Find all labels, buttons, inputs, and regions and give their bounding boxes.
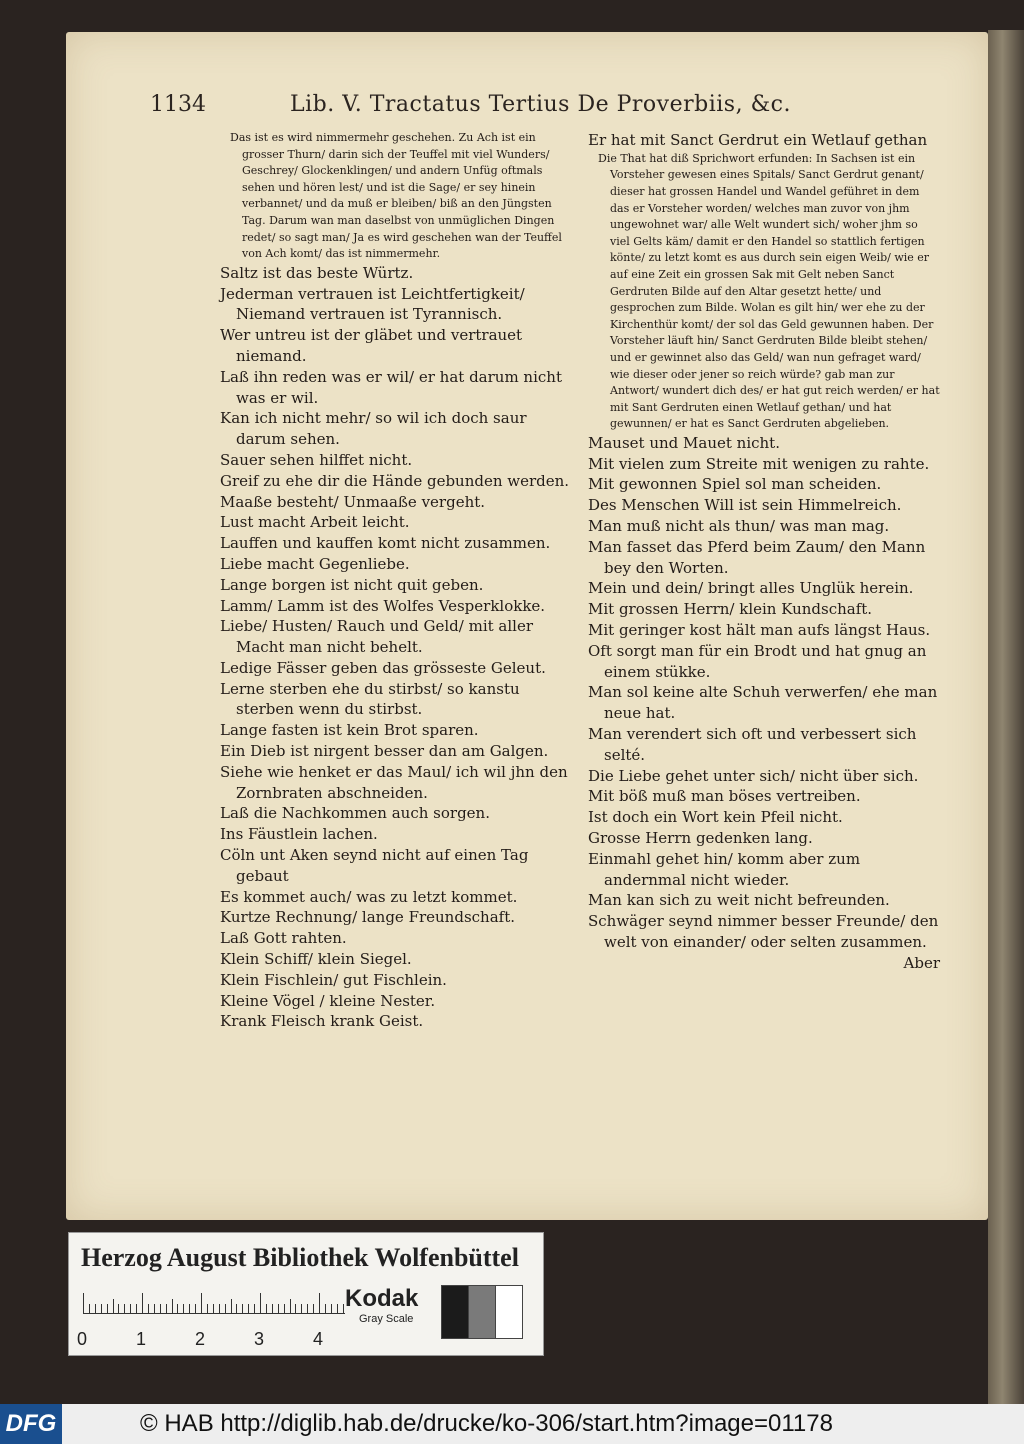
ruler-tick — [130, 1304, 131, 1313]
measurement-ruler — [83, 1293, 345, 1314]
ruler-tick — [195, 1304, 196, 1313]
proverb-line: Lust macht Arbeit leicht. — [220, 513, 410, 532]
ruler-tick — [231, 1299, 232, 1313]
dfg-logo: DFG — [0, 1404, 62, 1444]
proverb-line: Sauer sehen hilffet nicht. — [220, 450, 413, 469]
ruler-tick — [290, 1299, 291, 1313]
ruler-tick — [242, 1304, 243, 1313]
proverb-line: Einmahl gehet hin/ komm aber zum andernmal nicht wieder. — [588, 849, 861, 889]
proverb-line: Man muß nicht als thun/ was man mag. — [588, 517, 890, 536]
ruler-tick — [207, 1304, 208, 1313]
proverb-line: Mit gewonnen Spiel sol man scheiden. — [588, 475, 882, 494]
ruler-tick — [183, 1304, 184, 1313]
ruler-tick — [118, 1304, 119, 1313]
proverb-line: Mit grossen Herrn/ klein Kundschaft. — [588, 600, 873, 619]
proverb-line: Liebe macht Gegenliebe. — [220, 554, 410, 573]
institution-name: Herzog August Bibliothek Wolfenbüttel — [81, 1243, 519, 1272]
proverb-line: Es kommet auch/ was zu letzt kommet. — [220, 887, 518, 906]
proverb-line: Man fasset das Pferd beim Zaum/ den Mann bey den Worten. — [588, 537, 926, 577]
page-number: 1134 — [150, 92, 206, 117]
ruler-tick — [301, 1304, 302, 1313]
ruler-tick — [172, 1299, 173, 1313]
proverb-line: Klein Fischlein/ gut Fischlein. — [220, 970, 447, 989]
ruler-tick — [295, 1304, 296, 1313]
ruler-tick — [278, 1304, 279, 1313]
proverb-line: Man sol keine alte Schuh verwerfen/ ehe man neue hat. — [588, 683, 938, 723]
ruler-tick — [219, 1304, 220, 1313]
ruler-tick — [95, 1304, 96, 1313]
proverb-line: Krank Fleisch krank Geist. — [220, 1012, 424, 1031]
ruler-tick — [166, 1304, 167, 1313]
lead-paragraph: Das ist es wird nimmermehr geschehen. Zu Ach ist ein grosser Thurn/ darin sich der Teuffel mit viel Wunders/ Geschrey/ Glockenklingen/ und andern Unfüg oftmals sehen und hören lest/ und ist die Sage/ er sey hinein verbannet/ und da muß er bleiben/ biß an den Jüngsten Tag. Darum wan man daselbst von unmüglichen Dingen redet/ so sagt man/ Ja es wird geschehen wan der Teuffel von Ach komt/ das ist nimmermehr. — [230, 131, 562, 261]
ruler-tick — [213, 1304, 214, 1313]
first-proverb: Er hat mit Sanct Gerdrut ein Wetlauf gethan — [588, 131, 928, 149]
proverb-line: Laß die Nachkommen auch sorgen. — [220, 804, 490, 823]
ruler-number: 4 — [313, 1329, 324, 1349]
kodak-logo: Kodak — [345, 1285, 419, 1312]
adjacent-page-edge — [988, 30, 1024, 1430]
ruler-tick — [284, 1304, 285, 1313]
ruler-tick — [225, 1304, 226, 1313]
running-title: Lib. V. Tractatus Tertius De Proverbiis, &c. — [290, 92, 791, 117]
proverb-line: Mit böß muß man böses vertreiben. — [588, 787, 861, 806]
proverb-line: Ins Fäustlein lachen. — [220, 825, 378, 844]
ruler-tick — [83, 1293, 84, 1313]
ruler-tick — [337, 1304, 338, 1313]
ruler-tick — [254, 1304, 255, 1313]
proverb-line: Lerne sterben ehe du stirbst/ so kanstu sterben wenn du stirbst. — [220, 679, 520, 719]
ruler-tick — [236, 1304, 237, 1313]
proverb-line: Lauffen und kauffen komt nicht zusammen. — [220, 534, 551, 553]
ruler-tick — [89, 1304, 90, 1313]
proverb-line: Mit vielen zum Streite mit wenigen zu rahte. — [588, 454, 930, 473]
proverb-line: Ist doch ein Wort kein Pfeil nicht. — [588, 808, 843, 827]
right-proverb-list — [588, 433, 940, 953]
ruler-tick — [343, 1304, 344, 1313]
proverb-line: Lange borgen ist nicht quit geben. — [220, 575, 484, 594]
proverb-line: Man verendert sich oft und verbessert sich selté. — [588, 725, 917, 764]
ruler-tick — [107, 1304, 108, 1313]
proverb-line: Oft sorgt man für ein Brodt und hat gnug an einem stükke. — [588, 641, 927, 681]
ruler-tick — [260, 1293, 261, 1313]
ruler-tick — [136, 1304, 137, 1313]
color-calibration-card — [68, 1232, 544, 1356]
copyright-credit: © HAB http://diglib.hab.de/drucke/ko-306/start.htm?image=01178 — [140, 1410, 833, 1437]
proverb-line: Laß Gott rahten. — [220, 929, 347, 948]
ruler-tick — [177, 1304, 178, 1313]
ruler-tick — [189, 1304, 190, 1313]
ruler-tick — [148, 1304, 149, 1313]
proverb-line: Des Menschen Will ist sein Himmelreich. — [588, 496, 902, 515]
page-header — [150, 92, 870, 126]
proverb-line: Greif zu ehe dir die Hände gebunden werden. — [220, 471, 570, 490]
ruler-numbers — [77, 1329, 377, 1351]
footer-bar — [0, 1404, 1024, 1444]
ruler-tick — [313, 1304, 314, 1313]
proverb-line: Kan ich nicht mehr/ so wil ich doch saur darum sehen. — [220, 409, 527, 449]
ruler-tick — [142, 1293, 143, 1313]
proverb-line: Cöln unt Aken seynd nicht auf einen Tag gebaut — [220, 846, 529, 885]
proverb-line: Liebe/ Husten/ Rauch und Geld/ mit aller Macht man nicht behelt. — [220, 617, 534, 657]
right-column — [588, 130, 940, 988]
gray-swatch — [468, 1285, 496, 1339]
ruler-tick — [319, 1293, 320, 1313]
ruler-tick — [113, 1299, 114, 1313]
proverb-line: Lamm/ Lamm ist des Wolfes Vesperklokke. — [220, 596, 546, 615]
proverb-line: Schwäger seynd nimmer besser Freunde/ den welt von einander/ oder selten zusammen. — [588, 912, 939, 952]
ruler-tick — [101, 1304, 102, 1313]
ruler-number: 0 — [77, 1329, 88, 1349]
proverb-line: Kleine Vögel / kleine Nester. — [220, 991, 436, 1010]
proverb-line: Lange fasten ist kein Brot sparen. — [220, 721, 479, 740]
ruler-tick — [331, 1304, 332, 1313]
proverb-line: Wer untreu ist der gläbet und vertrauet niemand. — [220, 326, 523, 365]
proverb-line: Jederman vertrauen ist Leichtfertigkeit/ Niemand vertrauen ist Tyrannisch. — [220, 284, 525, 324]
gray-scale-caption: Gray Scale — [359, 1313, 414, 1325]
proverb-line: Mauset und Mauet nicht. — [588, 433, 780, 452]
left-proverb-list — [220, 263, 572, 1032]
gray-swatch — [495, 1285, 523, 1339]
catchword: Aber — [903, 953, 940, 972]
proverb-line: Laß ihn reden was er wil/ er hat darum nicht was er wil. — [220, 367, 562, 407]
ruler-tick — [201, 1293, 202, 1313]
ruler-tick — [124, 1304, 125, 1313]
proverb-line: Die Liebe gehet unter sich/ nicht über sich. — [588, 766, 919, 785]
ruler-number: 3 — [254, 1329, 265, 1349]
proverb-line: Grosse Herrn gedenken lang. — [588, 829, 813, 848]
proverb-line: Saltz ist das beste Würtz. — [220, 263, 414, 282]
left-column — [220, 130, 572, 1032]
ruler-tick — [307, 1304, 308, 1313]
proverb-line: Ledige Fässer geben das grösseste Geleut. — [220, 658, 546, 677]
explanation-paragraph: Die That hat diß Sprichwort erfunden: In Sachsen ist ein Vorsteher gewesen eines Spitals/ Sanct Gerdrut genant/ dieser hat grossen Handel und Wandel geführet in dem das er Vorsteher worden/ welches man zuvor von jhm ungewohnet war/ alle Welt wundert sich/ woher jhm so viel Gelts käm/ damit er den Handel so stattlich fertigen könte/ zu letzt komt es aus durch sein eigen Weib/ wie er auf eine Zeit ein grossen Sak mit Gelt neben Sanct Gerdruten Bilde auf den Altar gesetzt hette/ und gesprochen zum Bilde. Wolan es gilt hin/ wer ehe zu der Kirchenthür komt/ der sol das Geld gewunnen haben. Der Vorsteher läuft hin/ Sanct Gerdruten Bilde bleibt stehen/ und er gewinnet also das Geld/ wan nun gefraget ward/ wie dieser oder jener so reich würde? gab man zur Antwort/ wundert dich des/ er hat gut reich werden/ er hat mit Sant Gerdruten einen Wetlauf gethan/ und hat gewunnen/ er hat es Sanct Gerdruten abgelieben. — [598, 151, 940, 431]
proverb-line: Mein und dein/ bringt alles Unglük herein. — [588, 579, 914, 598]
ruler-tick — [248, 1304, 249, 1313]
ruler-tick — [325, 1304, 326, 1313]
proverb-line: Man kan sich zu weit nicht befreunden. — [588, 891, 890, 910]
proverb-line: Klein Schiff/ klein Siegel. — [220, 950, 412, 969]
gray-swatch — [441, 1285, 469, 1339]
ruler-tick — [154, 1304, 155, 1313]
ruler-number: 1 — [136, 1329, 147, 1349]
ruler-tick — [266, 1304, 267, 1313]
ruler-tick — [272, 1304, 273, 1313]
proverb-line: Maaße besteht/ Unmaaße vergeht. — [220, 492, 486, 511]
ruler-tick — [160, 1304, 161, 1313]
proverb-line: Kurtze Rechnung/ lange Freundschaft. — [220, 908, 515, 927]
proverb-line: Mit geringer kost hält man aufs längst Haus. — [588, 621, 931, 640]
ruler-number: 2 — [195, 1329, 206, 1349]
proverb-line: Siehe wie henket er das Maul/ ich wil jhn den Zornbraten abschneiden. — [220, 762, 568, 802]
proverb-line: Ein Dieb ist nirgent besser dan am Galgen. — [220, 742, 549, 761]
